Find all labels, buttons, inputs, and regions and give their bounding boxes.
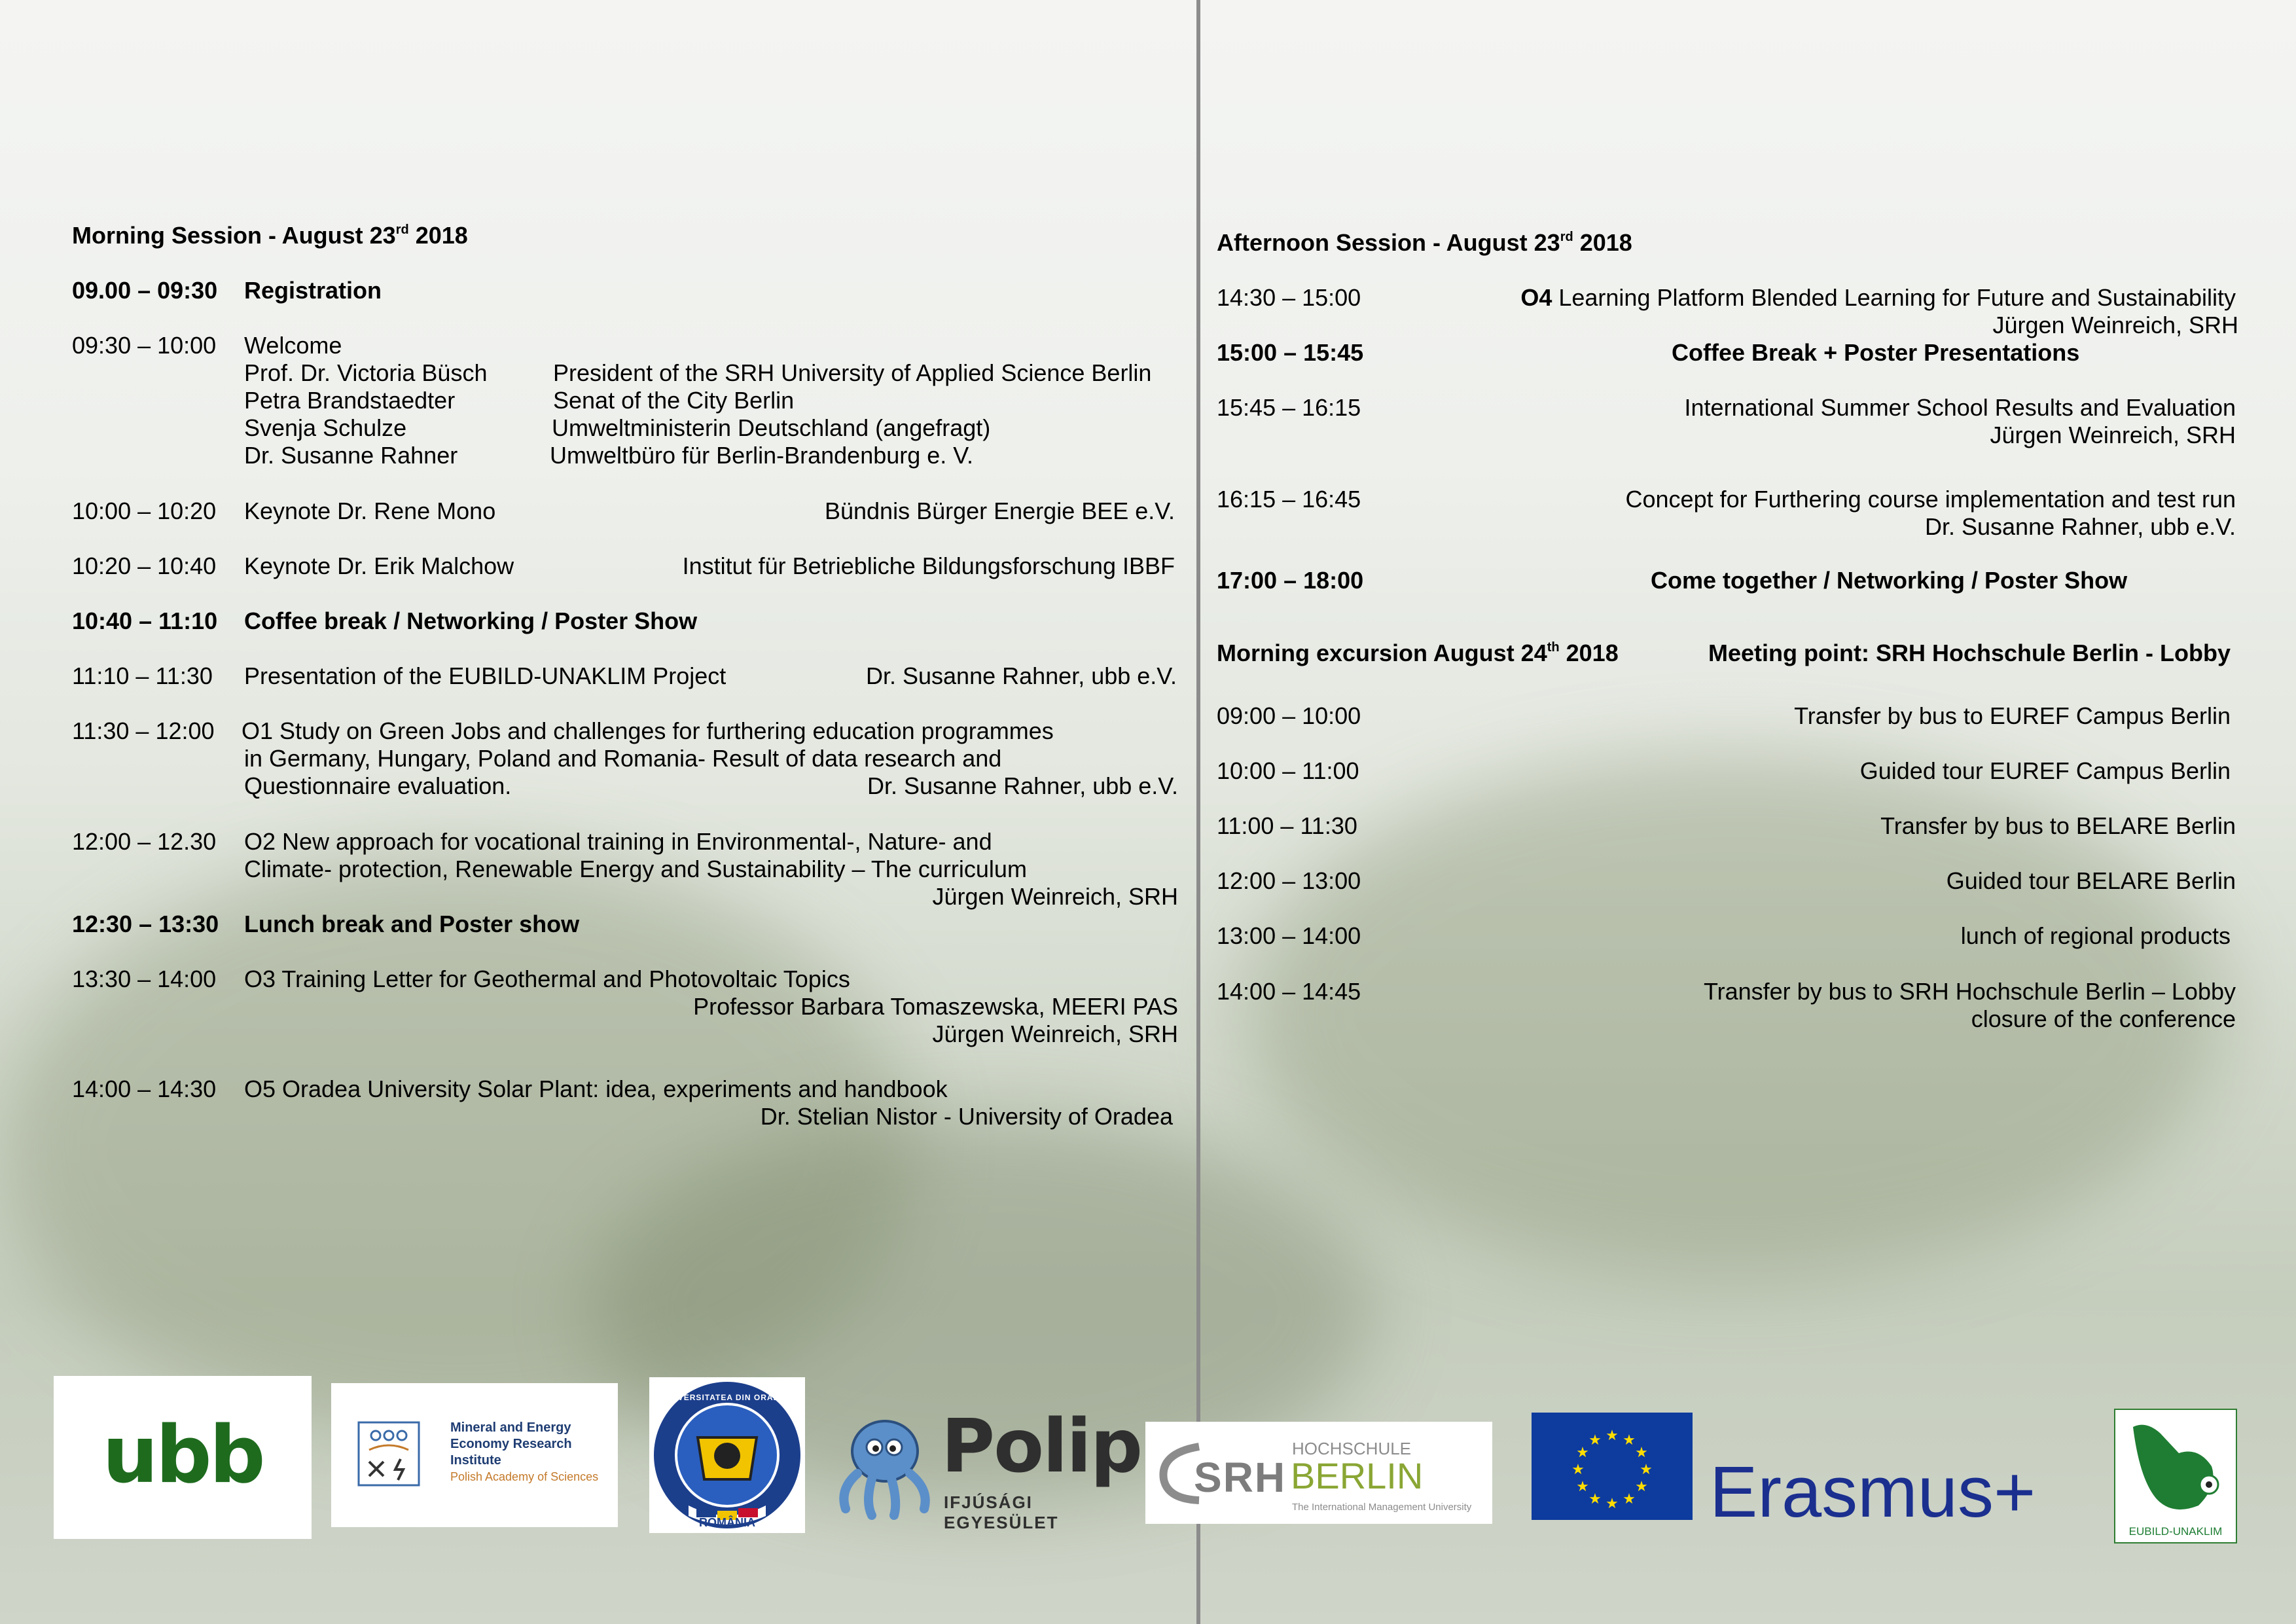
speaker-role: President of the SRH University of Applied Science Berlin [553,359,1152,386]
schedule-speaker: Dr. Stelian Nistor - University of Oradea [760,1103,1173,1130]
schedule-time: 12:30 – 13:30 [72,911,219,937]
schedule-time: 10:00 – 10:20 [72,497,217,524]
page-divider [1196,0,1200,1624]
oradea-bottom-text: ROMÂNIA [699,1516,755,1529]
schedule-time: 11:00 – 11:30 [1217,812,1357,839]
excursion-meeting-point: Meeting point: SRH Hochschule Berlin - Lobby [1708,640,2231,666]
speaker-role: Umweltbüro für Berlin-Brandenburg e. V. [550,442,973,469]
schedule-time: 10:20 – 10:40 [72,552,217,579]
schedule-speaker: Professor Barbara Tomaszewska, MEERI PAS [693,993,1178,1020]
schedule-time: 10:40 – 11:10 [72,607,218,634]
schedule-time: 16:15 – 16:45 [1217,486,1361,513]
schedule-title: Keynote Dr. Erik Malchow [244,552,514,579]
oradea-top-text: UNIVERSITATEA DIN ORADEA [662,1393,792,1402]
schedule-title: Coffee Break + Poster Presentations [1672,339,2080,366]
schedule-time: 17:00 – 18:00 [1217,567,1364,594]
schedule-time: 09.00 – 09:30 [72,277,218,304]
svg-text:★: ★ [1588,1432,1602,1449]
schedule-speaker: Bündnis Bürger Energie BEE e.V. [824,497,1175,524]
schedule-title: Climate- protection, Renewable Energy and Sustainability – The curriculum [244,856,1027,882]
schedule-time: 09:00 – 10:00 [1217,702,1361,729]
owl-icon [2120,1414,2231,1519]
svg-text:★: ★ [1605,1496,1619,1512]
eu-flag-icon [1532,1413,1693,1520]
schedule-time: 13:00 – 14:00 [1217,922,1361,949]
polip-name: Polip [941,1404,1141,1489]
ubb-logo [54,1376,312,1539]
schedule-speaker: Jürgen Weinreich, SRH [1992,312,2238,338]
schedule-time: 13:30 – 14:00 [72,965,217,992]
speaker-name: Svenja Schulze [244,414,407,441]
eubild-label: EUBILD-UNAKLIM [2128,1525,2223,1538]
schedule-title: O2 New approach for vocational training in Environmental-, Nature- and [244,828,992,855]
schedule-title: Welcome [244,332,342,359]
meeri-name: Mineral and Energy Economy Research Institute [450,1420,572,1468]
erasmus-plus-logo [1532,1413,2075,1530]
schedule-title: O4 Learning Platform Blended Learning for Future and Sustainability [1520,284,2236,311]
schedule-title: Transfer by bus to BELARE Berlin [1880,812,2236,839]
srh-hochschule-logo [1145,1422,1492,1524]
svg-text:★: ★ [1588,1491,1602,1507]
schedule-time: 10:00 – 11:00 [1217,757,1359,784]
schedule-title: O1 Study on Green Jobs and challenges for furthering education programmes [242,717,1054,744]
ubb-wordmark: ubb [102,1410,263,1501]
schedule-title: Come together / Networking / Poster Show [1651,567,2128,594]
schedule-title: Lunch break and Poster show [244,911,580,937]
schedule-title: in Germany, Hungary, Poland and Romania- Result of data research and [244,745,1002,772]
meeri-emblem-icon [357,1421,420,1487]
schedule-time: 15:00 – 15:45 [1217,339,1364,366]
schedule-title: Keynote Dr. Rene Mono [244,497,496,524]
schedule-title: Questionnaire evaluation. [244,772,512,799]
srh-mark: SRH [1194,1454,1287,1501]
schedule-time: 09:30 – 10:00 [72,332,217,359]
schedule-time: 14:30 – 15:00 [1217,284,1361,311]
speaker-name: Petra Brandstaedter [244,387,456,414]
schedule-title: Transfer by bus to SRH Hochschule Berlin – Lobby [1703,978,2236,1005]
excursion-header: Morning excursion August 24th 2018 [1217,640,1619,666]
svg-text:★: ★ [1623,1432,1636,1449]
speaker-role: Umweltministerin Deutschland (angefragt) [552,414,991,441]
erasmus-wordmark: Erasmus+ [1710,1452,2036,1532]
speaker-role: Senat of the City Berlin [553,387,795,414]
schedule-speaker: Dr. Susanne Rahner, ubb e.V. [1924,513,2236,540]
schedule-title: Presentation of the EUBILD-UNAKLIM Project [244,662,726,689]
eubild-unaklim-logo [2114,1409,2237,1543]
svg-text:★: ★ [1635,1479,1648,1495]
svg-text:★: ★ [1576,1445,1589,1461]
afternoon-session-header: Afternoon Session - August 23rd 2018 [1217,229,1632,256]
meeri-academy: Polish Academy of Sciences [450,1470,599,1483]
schedule-title: Guided tour BELARE Berlin [1946,867,2236,894]
srh-berlin: BERLIN [1291,1455,1424,1496]
schedule-title: Concept for Furthering course implementation and test run [1625,486,2236,513]
speaker-name: Dr. Susanne Rahner [244,442,458,469]
schedule-title: Guided tour EUREF Campus Berlin [1859,757,2231,784]
schedule-speaker: Jürgen Weinreich, SRH [932,883,1178,910]
schedule-note: closure of the conference [1971,1005,2236,1032]
schedule-time: 12:00 – 13:00 [1217,867,1361,894]
schedule-speaker: Institut für Betriebliche Bildungsforschung IBBF [682,552,1175,579]
svg-text:★: ★ [1576,1479,1589,1495]
speaker-name: Prof. Dr. Victoria Büsch [244,359,488,386]
schedule-title: Transfer by bus to EUREF Campus Berlin [1794,702,2231,729]
octopus-icon [826,1411,937,1522]
schedule-title: Coffee break / Networking / Poster Show [244,607,698,634]
schedule-title: International Summer School Results and Evaluation [1684,394,2236,421]
oradea-university-logo [649,1377,805,1533]
srh-hochschule: HOCHSCHULE [1292,1439,1412,1458]
schedule-speaker: Dr. Susanne Rahner, ubb e.V. [867,772,1178,799]
svg-text:★: ★ [1571,1462,1585,1478]
schedule-title: O3 Training Letter for Geothermal and Photovoltaic Topics [244,965,850,992]
srh-tagline: The International Management University [1292,1502,1472,1513]
meeri-logo [331,1383,618,1527]
svg-text:★: ★ [1623,1491,1636,1507]
schedule-time: 14:00 – 14:30 [72,1075,217,1102]
schedule-time: 11:30 – 12:00 [72,717,215,744]
schedule-time: 12:00 – 12.30 [72,828,217,855]
schedule-time: 15:45 – 16:15 [1217,394,1361,421]
schedule-title: Registration [244,277,382,304]
svg-text:★: ★ [1640,1462,1653,1478]
schedule-title: lunch of regional products [1960,922,2231,949]
svg-text:★: ★ [1635,1445,1648,1461]
schedule-speaker: Dr. Susanne Rahner, ubb e.V. [865,662,1177,689]
morning-session-header: Morning Session - August 23rd 2018 [72,222,468,249]
polip-logo [826,1404,1141,1532]
schedule-speaker: Jürgen Weinreich, SRH [1990,422,2236,448]
schedule-time: 11:10 – 11:30 [72,662,213,689]
schedule-title: O5 Oradea University Solar Plant: idea, experiments and handbook [244,1075,948,1102]
schedule-time: 14:00 – 14:45 [1217,978,1361,1005]
schedule-speaker: Jürgen Weinreich, SRH [932,1020,1178,1047]
svg-text:★: ★ [1605,1428,1619,1444]
polip-subtitle: IFJÚSÁGI EGYESÜLET [944,1492,1059,1532]
